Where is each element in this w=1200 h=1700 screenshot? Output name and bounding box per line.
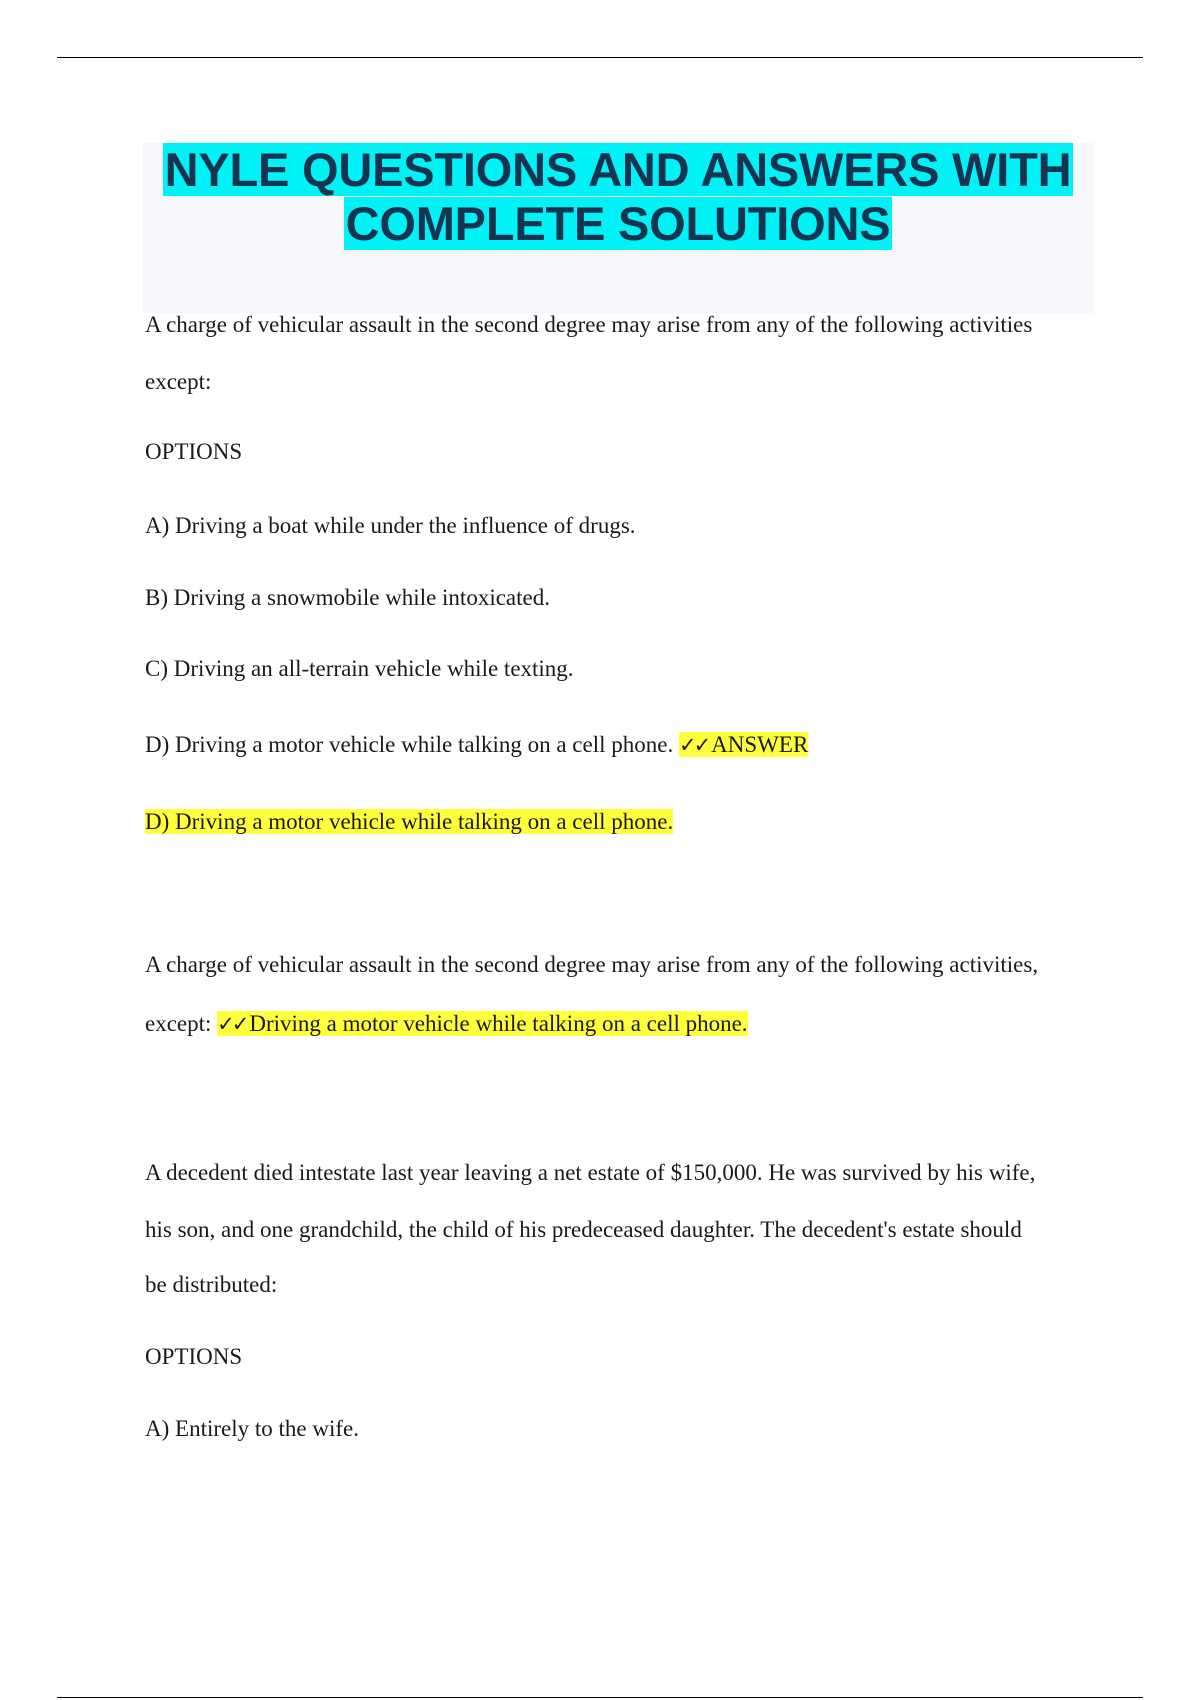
q2-answer-text: Driving a motor vehicle while talking on a cell phone. — [249, 1011, 748, 1036]
q2-prefix: except: — [145, 1011, 212, 1036]
title-line-1: NYLE QUESTIONS AND ANSWERS WITH — [164, 143, 1072, 196]
q1-option-b: B) Driving a snowmobile while intoxicated. — [145, 585, 550, 610]
q2-text-line-2 — [145, 1010, 748, 1038]
q1-answer-text: D) Driving a motor vehicle while talking on a cell phone. — [145, 809, 674, 834]
q1-answer-label: ANSWER — [711, 732, 809, 757]
q2-text-line-1: A charge of vehicular assault in the second degree may arise from any of the following activities, — [145, 952, 1039, 977]
q3-option-a: A) Entirely to the wife. — [145, 1416, 359, 1441]
title-line-2: COMPLETE SOLUTIONS — [345, 197, 891, 250]
q1-option-a: A) Driving a boat while under the influence of drugs. — [145, 513, 636, 538]
q1-answer-marker — [679, 732, 808, 757]
q3-options-label: OPTIONS — [145, 1344, 243, 1369]
q3-text-line-2: his son, and one grandchild, the child of his predeceased daughter. The decedent's estate should — [145, 1217, 1022, 1242]
q3-text-line-3: be distributed: — [145, 1272, 278, 1297]
q1-option-c: C) Driving an all-terrain vehicle while texting. — [145, 656, 574, 681]
q1-text-line-1: A charge of vehicular assault in the second degree may arise from any of the following activities — [145, 312, 1033, 337]
q2-answer — [217, 1011, 747, 1036]
q1-answer — [145, 808, 673, 836]
q1-options-label: OPTIONS — [145, 439, 243, 464]
title-block — [143, 143, 1093, 313]
q1-option-d-text: D) Driving a motor vehicle while talking on a cell phone. — [145, 732, 674, 757]
double-check-icon: ✓✓ — [217, 1012, 247, 1036]
bottom-rule — [57, 1697, 1143, 1698]
top-rule — [57, 57, 1143, 58]
q3-text-line-1: A decedent died intestate last year leaving a net estate of $150,000. He was survived by his wife, — [145, 1160, 1036, 1185]
q1-text-line-2: except: — [145, 369, 212, 394]
double-check-icon: ✓✓ — [678, 733, 709, 757]
q1-option-d — [145, 731, 808, 759]
